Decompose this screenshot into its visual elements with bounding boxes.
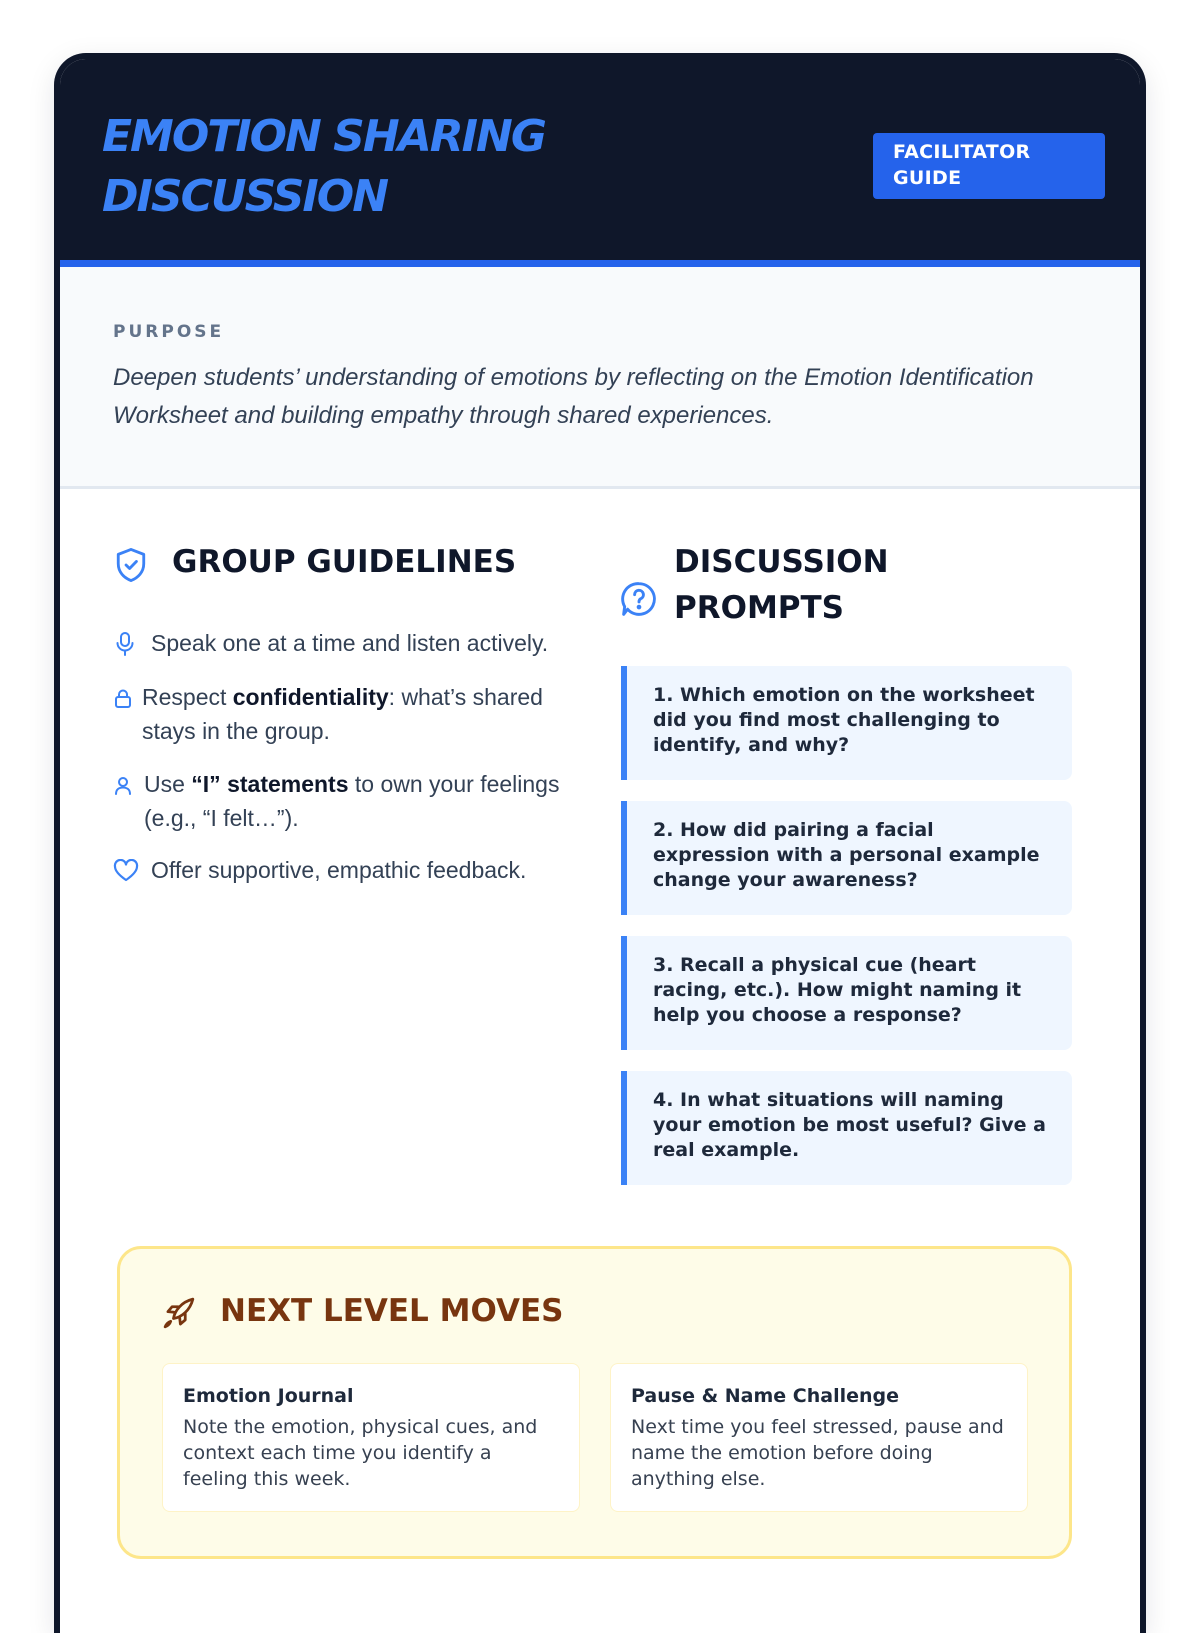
badge-line-2: GUIDE <box>893 167 962 189</box>
move-text: Next time you feel stressed, pause and name the emotion before doing anything else. <box>631 1416 1004 1490</box>
guideline-text-bold: “I” statements <box>191 771 349 797</box>
guide-card <box>54 53 1146 1633</box>
rocket-icon <box>160 1295 198 1335</box>
prompt-card: 2. How did pairing a facial expression with a personal example change your awareness? <box>621 801 1072 915</box>
guideline-item <box>113 767 583 835</box>
prompt-card: 3. Recall a physical cue (heart racing, etc.). How might naming it help you choose a response? <box>621 936 1072 1050</box>
guideline-text-pre: Respect <box>142 684 233 710</box>
next-level-title: NEXT LEVEL MOVES <box>220 1293 564 1329</box>
purpose-label: PURPOSE <box>113 322 225 342</box>
page-title <box>102 107 662 227</box>
guideline-text-post: to own your feelings (e.g., “I felt…”). <box>144 771 560 831</box>
prompt-card: 1. Which emotion on the worksheet did you find most challenging to identify, and why? <box>621 666 1072 780</box>
guideline-text-post: : what’s shared stays in the group. <box>142 684 543 744</box>
microphone-icon <box>113 631 137 666</box>
prompts-title <box>674 539 889 631</box>
guideline-text <box>113 680 583 748</box>
guideline-text: Offer supportive, empathic feedback. <box>151 857 527 883</box>
shield-check-icon <box>114 546 148 588</box>
user-icon <box>113 772 133 806</box>
purpose-text: Deepen students’ understanding of emotions by reflecting on the Emotion Identification Worksheet and building empathy through shared experiences. <box>113 364 1034 429</box>
header <box>60 59 1140 267</box>
badge-line-1: FACILITATOR <box>893 141 1031 163</box>
guidelines-title: GROUP GUIDELINES <box>172 544 517 580</box>
heart-icon <box>113 858 139 892</box>
guideline-item <box>113 626 583 660</box>
guideline-text: Speak one at a time and listen actively. <box>151 630 549 656</box>
facilitator-guide-badge <box>873 133 1105 199</box>
guideline-text-bold: confidentiality <box>232 684 389 710</box>
title-line-1: EMOTION SHARING <box>102 111 545 162</box>
prompts-title-line-2: PROMPTS <box>674 590 844 626</box>
guideline-item <box>113 680 583 748</box>
guideline-text-pre: Use <box>144 771 192 797</box>
purpose-section <box>60 267 1140 489</box>
prompt-card: 4. In what situations will naming your emotion be most useful? Give a real example. <box>621 1071 1072 1185</box>
prompts-title-line-1: DISCUSSION <box>674 544 889 580</box>
move-title: Emotion Journal <box>183 1385 354 1407</box>
question-bubble-icon <box>620 580 658 622</box>
guideline-text <box>113 767 583 835</box>
next-level-section <box>117 1246 1072 1559</box>
move-card <box>610 1363 1028 1512</box>
move-text: Note the emotion, physical cues, and context each time you identify a feeling this week. <box>183 1416 538 1490</box>
guideline-item <box>113 853 583 887</box>
move-card <box>162 1363 580 1512</box>
lock-icon <box>113 685 133 719</box>
move-title: Pause & Name Challenge <box>631 1385 899 1407</box>
title-line-2: DISCUSSION <box>102 171 388 222</box>
